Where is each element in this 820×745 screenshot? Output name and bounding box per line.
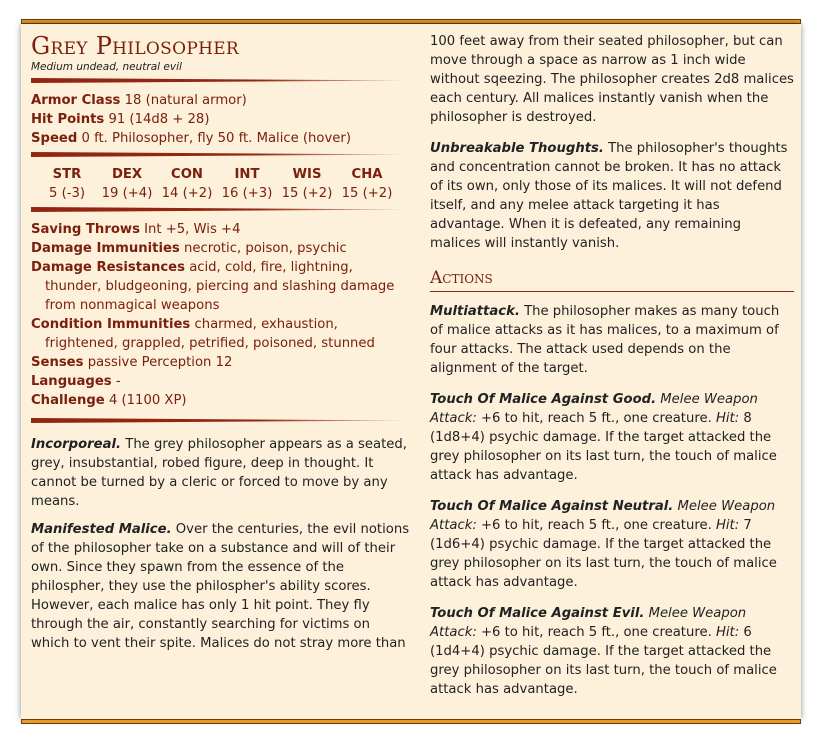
attack-text: +6 to hit, reach 5 ft., one creature. [480, 518, 712, 533]
hit-text: 7 (1d6+4) psychic damage. If the target attacked the grey philosopher on its last turn, the touch of malice attack has advantage. [430, 518, 777, 590]
left-column [31, 32, 411, 662]
damage-immunities-label: Damage Immunities [31, 241, 180, 256]
senses-value: passive Perception 12 [87, 355, 233, 370]
hit-label: Hit: [715, 411, 740, 426]
attack-type: Melee Weapon Attack: [430, 606, 747, 640]
ability-con [157, 165, 217, 203]
ability-cha [337, 165, 397, 203]
speed [31, 129, 411, 148]
monster-meta: Medium undead, neutral evil [31, 61, 182, 73]
hit-label: Hit: [715, 518, 740, 533]
ability-name: INT [234, 167, 260, 182]
hit-points [31, 110, 411, 129]
action-multiattack [430, 302, 794, 378]
ability-name: WIS [292, 167, 322, 182]
armor-class [31, 91, 411, 110]
challenge-label: Challenge [31, 393, 105, 408]
hit-points-value: 91 (14d8 + 28) [108, 112, 210, 127]
ability-dex [97, 165, 157, 203]
bottom-border-bar [21, 719, 801, 724]
languages [31, 372, 411, 391]
action-name: Touch Of Malice Against Neutral. [430, 499, 674, 514]
saving-throws-value: Int +5, Wis +4 [144, 222, 241, 237]
trait-name: Incorporeal. [31, 437, 122, 452]
ability-name: CON [171, 167, 203, 182]
actions-heading: Actions [430, 268, 493, 288]
hit-text: 6 (1d4+4) psychic damage. If the target attacked the grey philosopher on its last turn, the touch of malice attack has advantage. [430, 625, 777, 697]
hit-points-label: Hit Points [31, 112, 105, 127]
damage-resistances-value: acid, cold, fire, lightning, thunder, bludgeoning, piercing and slashing damage from nonmagical weapons [45, 260, 395, 313]
divider [31, 418, 411, 423]
ability-name: CHA [351, 167, 383, 182]
trait-unbreakable-thoughts [430, 139, 794, 253]
ability-score: 14 (+2) [161, 186, 213, 201]
damage-resistances [31, 258, 411, 315]
ability-score: 15 (+2) [341, 186, 393, 201]
action-text: The philosopher makes as many touch of malice attacks as it has malices, to a maximum of four attacks. The attack used depends on the alignment of the target. [430, 304, 780, 376]
ability-score: 16 (+3) [221, 186, 273, 201]
trait-text: Over the centuries, the evil notions of the philosopher take on a substance and will of their own. Since they spawn from the essence of the philospher, they use the philospher's ability scores. However, each malice has only 1 hit point. They fly through the air, constantly searching for victims on which to vent their spite. Malices do not stray more than [31, 522, 410, 651]
damage-resistances-label: Damage Resistances [31, 260, 185, 275]
attack-type: Melee Weapon Attack: [430, 499, 776, 533]
saving-throws-label: Saving Throws [31, 222, 140, 237]
armor-class-value: 18 (natural armor) [124, 93, 247, 108]
ability-str [37, 165, 97, 203]
action-touch-neutral [430, 497, 794, 592]
damage-immunities [31, 239, 411, 258]
right-column [430, 32, 794, 708]
saving-throws [31, 220, 411, 239]
trait-incorporeal [31, 435, 411, 511]
ability-wis [277, 165, 337, 203]
action-name: Multiattack. [430, 304, 520, 319]
divider [31, 78, 411, 83]
divider [31, 152, 411, 157]
ability-score: 15 (+2) [281, 186, 333, 201]
attack-type: Melee Weapon Attack: [430, 392, 758, 426]
trait-text: 100 feet away from their seated philosopher, but can move through a space as narrow as 1 inch wide without sqeezing. The philosopher creates 2d8 malices each century. All malices instantly vanish when the philosopher is destroyed. [430, 34, 794, 125]
parchment [21, 24, 801, 719]
challenge-value: 4 (1100 XP) [108, 393, 187, 408]
ability-score: 19 (+4) [101, 186, 153, 201]
armor-class-label: Armor Class [31, 93, 121, 108]
condition-immunities-label: Condition Immunities [31, 317, 191, 332]
speed-label: Speed [31, 131, 78, 146]
trait-manifested-malice-continued [430, 32, 794, 127]
ability-score: 5 (-3) [48, 186, 86, 201]
action-touch-good [430, 390, 794, 485]
condition-immunities [31, 315, 411, 353]
hit-label: Hit: [715, 625, 740, 640]
languages-label: Languages [31, 374, 112, 389]
hit-text: 8 (1d8+4) psychic damage. If the target attacked the grey philosopher on its last turn, the touch of malice attack has advantage. [430, 411, 777, 483]
trait-manifested-malice [31, 520, 411, 653]
attack-text: +6 to hit, reach 5 ft., one creature. [480, 411, 712, 426]
action-touch-evil [430, 604, 794, 699]
damage-immunities-value: necrotic, poison, psychic [183, 241, 347, 256]
trait-text: The grey philosopher appears as a seated, grey, insubstantial, robed figure, deep in thought. It cannot be turned by a cleric or forced to move by any means. [31, 437, 407, 509]
senses [31, 353, 411, 372]
actions-rule [430, 291, 794, 292]
ability-name: STR [52, 167, 82, 182]
languages-value: - [115, 374, 121, 389]
monster-name: Grey Philosopher [31, 32, 240, 60]
challenge [31, 391, 411, 410]
trait-name: Unbreakable Thoughts. [430, 141, 604, 156]
attack-text: +6 to hit, reach 5 ft., one creature. [480, 625, 712, 640]
trait-text: The philosopher's thoughts and concentration cannot be broken. It has no attack of its own, only those of its malices. It will not defend itself, and any melee attack targeting it has advantage. When it is defeated, any remaining malices will instantly vanish. [430, 141, 788, 251]
speed-value: 0 ft. Philosopher, fly 50 ft. Malice (hover) [81, 131, 351, 146]
action-name: Touch Of Malice Against Good. [430, 392, 657, 407]
senses-label: Senses [31, 355, 84, 370]
condition-immunities-value: charmed, exhaustion, frightened, grappled, petrified, poisoned, stunned [45, 317, 375, 351]
trait-name: Manifested Malice. [31, 522, 172, 537]
divider [31, 207, 411, 212]
stat-block [21, 19, 801, 724]
ability-name: DEX [111, 167, 143, 182]
ability-int [217, 165, 277, 203]
ability-scores [37, 165, 411, 203]
action-name: Touch Of Malice Against Evil. [430, 606, 645, 621]
